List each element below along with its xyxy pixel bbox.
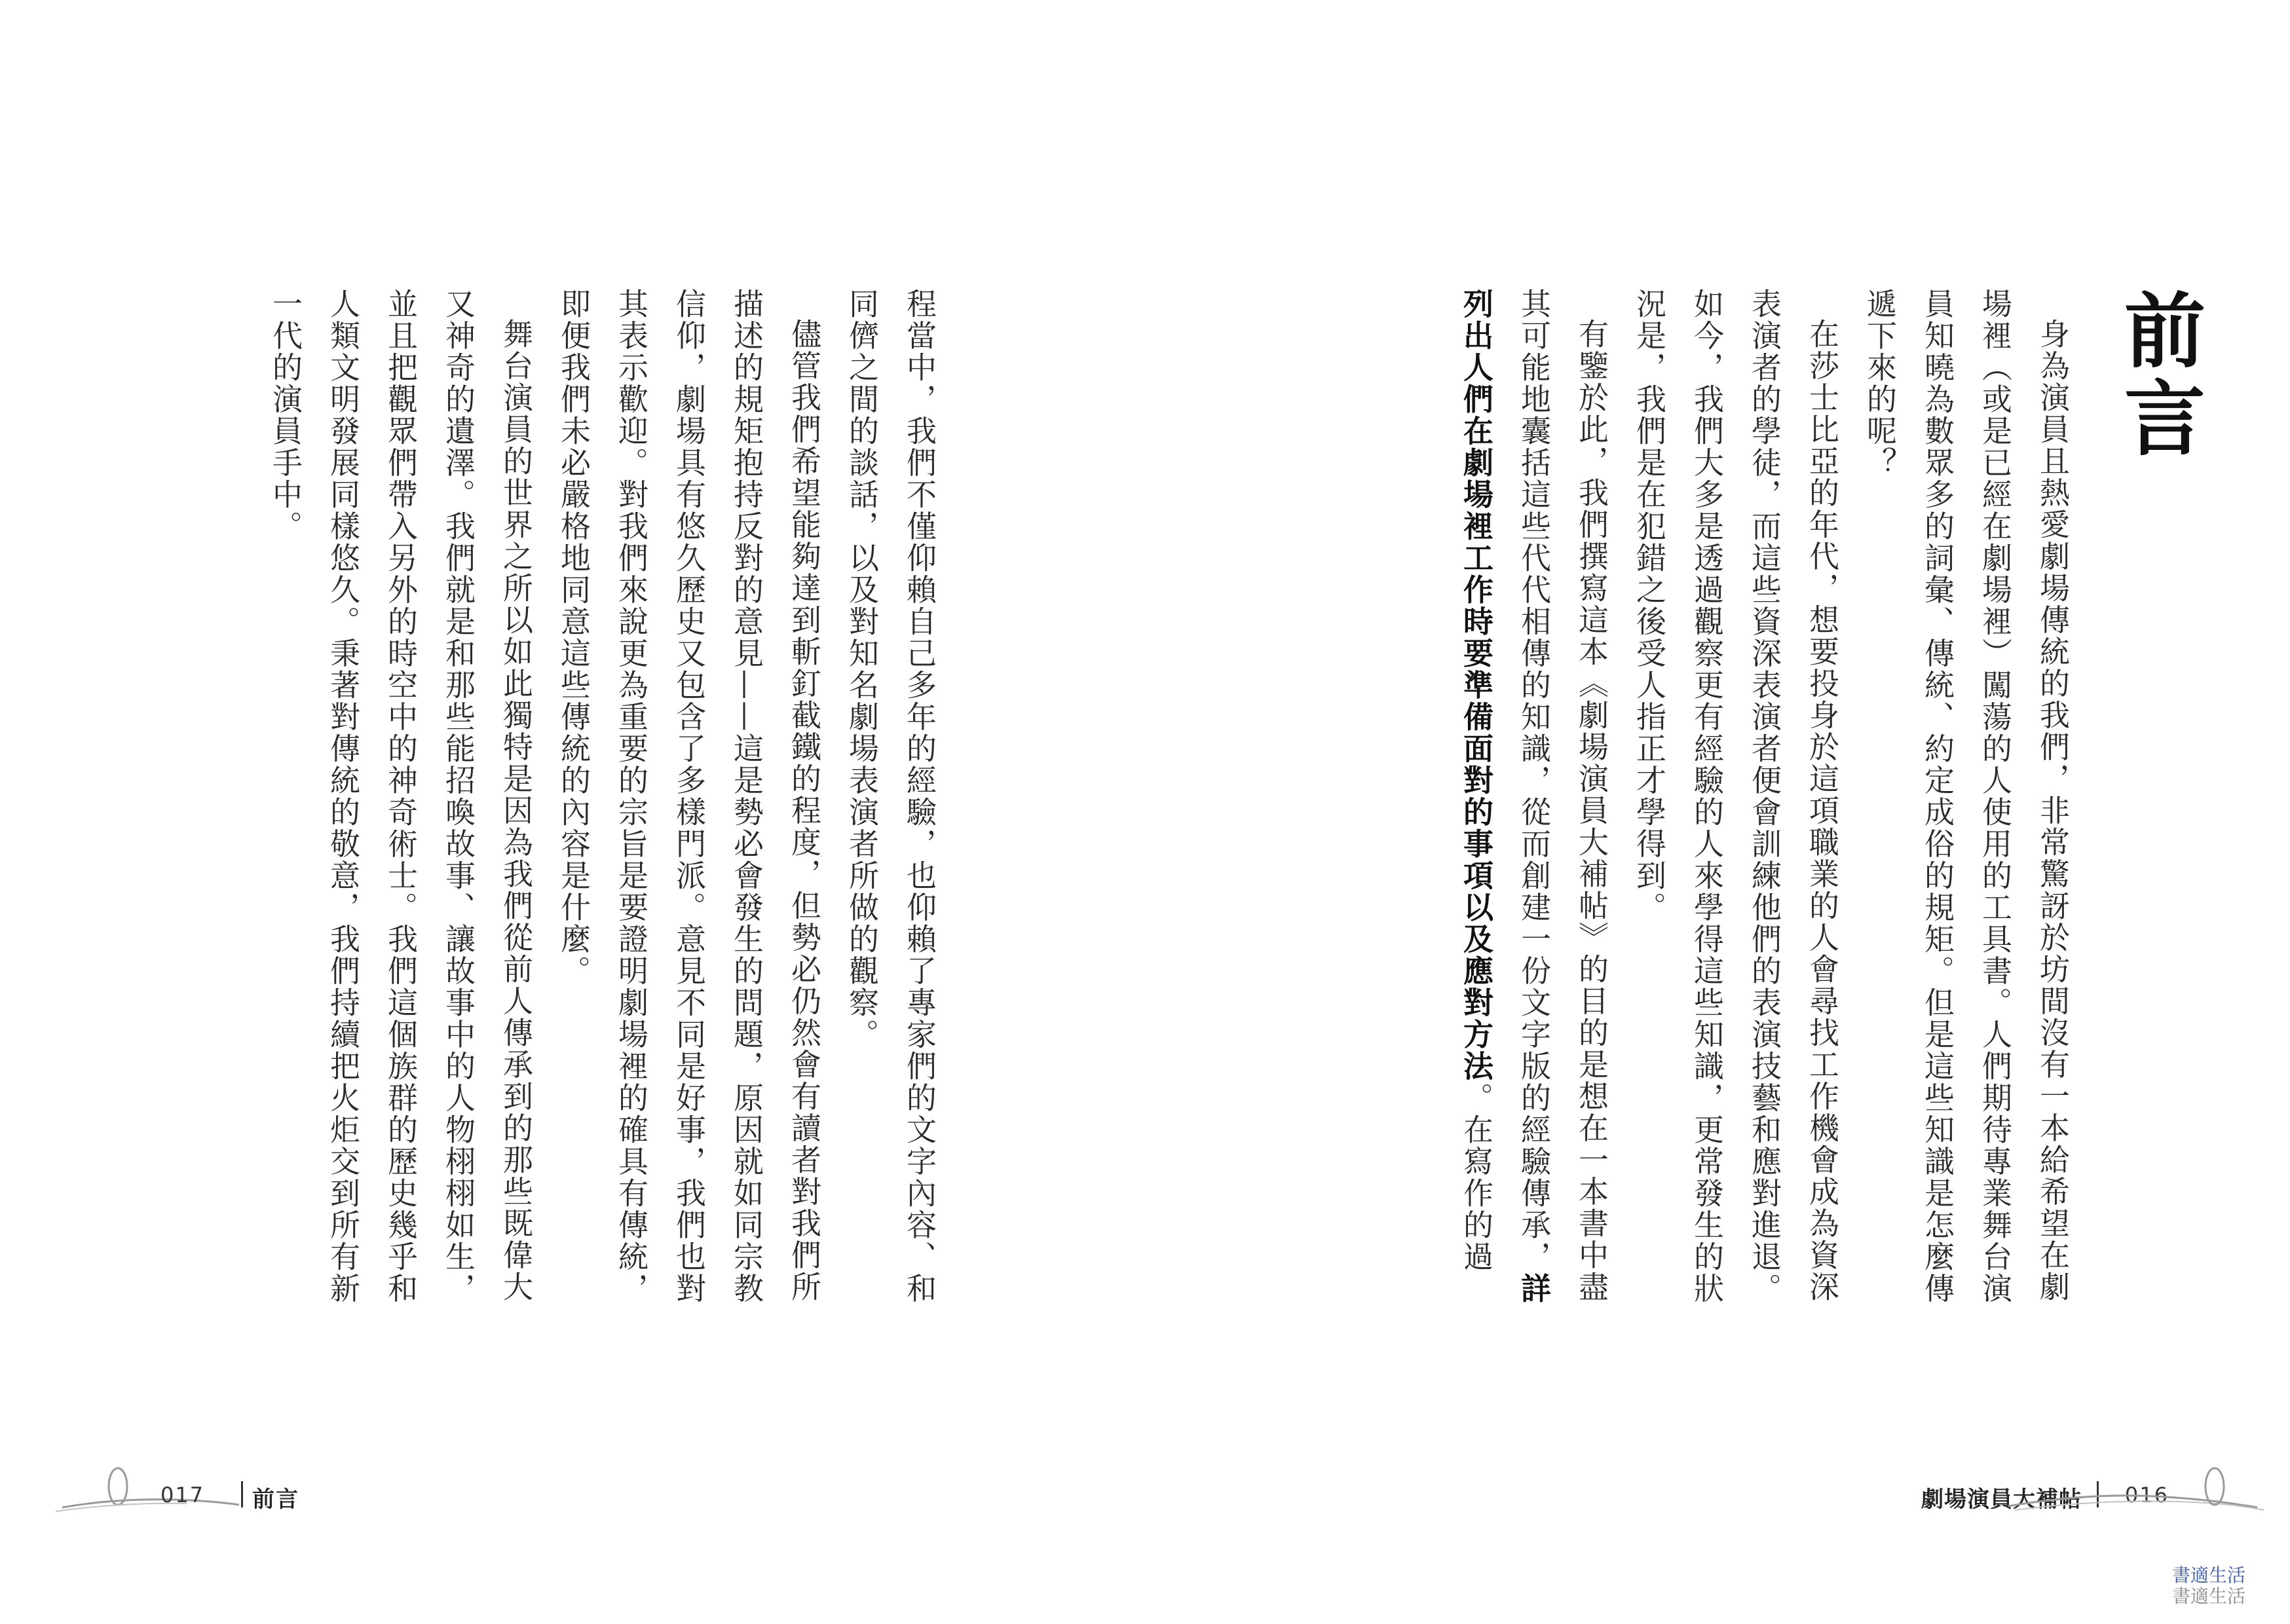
left-page-body <box>257 288 948 1310</box>
paragraph: 程當中，我們不僅仰賴自己多年的經驗，也仰賴了專家們的文字內容、和同儕之間的談話，以及對知名劇場表演者所做的觀察。 <box>844 288 937 1304</box>
paragraph: 身為演員且熱愛劇場傳統的我們，非常驚訝於坊間沒有一本給希望在劇場裡（或是已經在劇場裡）闖蕩的人使用的工具書。人們期待專業舞台演員知曉為數眾多的詞彙、傳統、約定成俗的規矩。但是這些知識是怎麼傳遞下來的呢？ <box>1862 288 2071 1304</box>
right-page <box>1145 0 2290 1624</box>
paragraph: 儘管我們希望能夠達到斬釘截鐵的程度，但勢必仍然會有讀者對我們所描述的規矩抱持反對的意見——這是勢必會發生的問題，原因就如同宗教信仰，劇場具有悠久歷史又包含了多樣門派。意見不同是好事，我們也對其表示歡迎。對我們來說更為重要的宗旨是要證明劇場裡的確具有傳統，即便我們未必嚴格地同意這些傳統的內容是什麼。 <box>556 288 822 1304</box>
paragraph-text: 有鑒於此，我們撰寫這本《劇場演員大補帖》的目的是想在一本書中盡其可能地囊括這些代代相傳的知識，從而創建一份文字版的經驗傳承， <box>1516 288 1609 1303</box>
page-number: 017 <box>160 1483 205 1507</box>
right-page-body <box>1448 288 2082 1310</box>
chapter-title: 前言 <box>2111 288 2206 464</box>
paragraph: 在莎士比亞的年代，想要投身於這項職業的人會尋找工作機會成為資深表演者的學徒，而這些資深表演者便會訓練他們的表演技藝和應對進退。如今，我們大多是透過觀察更有經驗的人來學得這些知識，更常發生的狀況是，我們是在犯錯之後受人指正才學得到。 <box>1632 288 1840 1304</box>
page-number: 016 <box>2124 1483 2169 1507</box>
running-head-book-title: 劇場演員大補帖 <box>1921 1486 2082 1513</box>
footer-divider <box>241 1481 243 1507</box>
footer-ornament-icon <box>1995 1467 2270 1519</box>
paragraph <box>1448 288 1621 1310</box>
publisher-watermark <box>2172 1565 2245 1607</box>
paragraph: 舞台演員的世界之所以如此獨特是因為我們從前人傳承到的那些既偉大又神奇的遺澤。我們就是和那些能招喚故事、讓故事中的人物栩栩如生，並且把觀眾們帶入另外的時空中的神奇術士。我們這個族群的歷史幾乎和人類文明發展同樣悠久。秉著對傳統的敬意，我們持續把火炬交到所有新一代的演員手中。 <box>268 288 534 1304</box>
watermark-line: 書適生活 <box>2171 1585 2245 1607</box>
footer-ornament-icon <box>56 1467 252 1519</box>
running-head-chapter: 前言 <box>252 1486 299 1513</box>
watermark-line: 書適生活 <box>2171 1564 2245 1586</box>
bold-emphasis: 詳列出人們在劇場裡工作時要準備面對的事項以及應對方法 <box>1459 288 1552 1304</box>
paragraph-text: 。在寫作的過 <box>1459 1082 1494 1273</box>
